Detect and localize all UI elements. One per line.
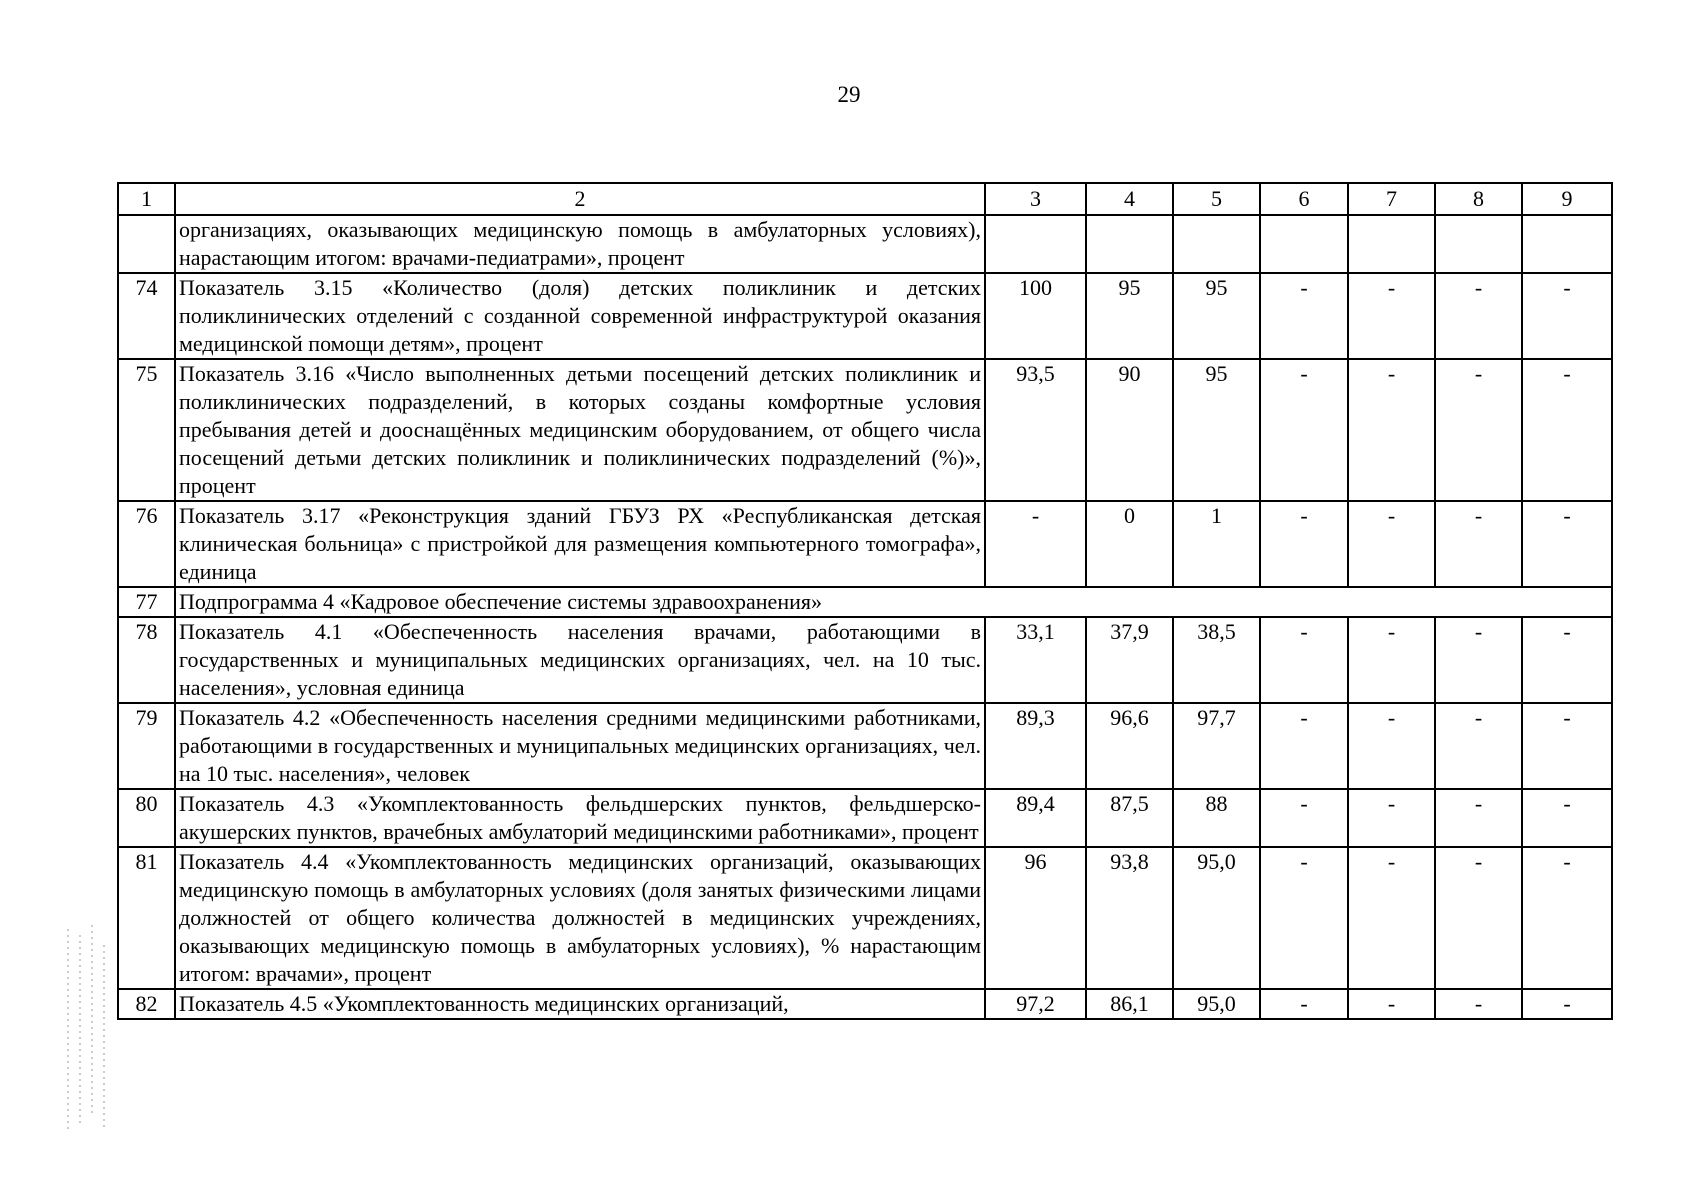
value-cell: - <box>1435 501 1522 587</box>
value-cell: 90 <box>1086 359 1173 501</box>
value-cell: - <box>1260 989 1348 1019</box>
value-cell: - <box>1435 359 1522 501</box>
value-cell: - <box>1435 989 1522 1019</box>
value-cell <box>1086 215 1173 273</box>
indicator-text: Показатель 3.17 «Реконструкция зданий ГБУЗ РХ «Республиканская детская клиническая больница» с пристройкой для размещения компьютерного томографа», единица <box>175 501 985 587</box>
row-number: 74 <box>118 273 175 359</box>
table-row <box>118 587 1612 617</box>
row-number: 77 <box>118 587 175 617</box>
value-cell: 95 <box>1173 273 1260 359</box>
value-cell: - <box>1522 501 1612 587</box>
table-row <box>118 847 1612 989</box>
value-cell: 37,9 <box>1086 617 1173 703</box>
value-cell <box>1173 215 1260 273</box>
value-cell: 89,4 <box>985 789 1086 847</box>
value-cell: - <box>1522 617 1612 703</box>
page-number: 29 <box>837 82 861 107</box>
value-cell: 95 <box>1173 359 1260 501</box>
column-header: 9 <box>1522 183 1612 215</box>
value-cell: 97,7 <box>1173 703 1260 789</box>
value-cell <box>1522 215 1612 273</box>
value-cell: 33,1 <box>985 617 1086 703</box>
indicator-text: Показатель 4.3 «Укомплектованность фельдшерских пунктов, фельдшерско-акушерских пунктов, врачебных амбулаторий медицинскими работниками», процент <box>175 789 985 847</box>
value-cell: 87,5 <box>1086 789 1173 847</box>
table-row <box>118 215 1612 273</box>
column-header: 3 <box>985 183 1086 215</box>
row-number: 76 <box>118 501 175 587</box>
value-cell: - <box>1435 273 1522 359</box>
value-cell: - <box>985 501 1086 587</box>
value-cell: 86,1 <box>1086 989 1173 1019</box>
value-cell: - <box>1348 989 1435 1019</box>
value-cell: 88 <box>1173 789 1260 847</box>
value-cell <box>985 215 1086 273</box>
column-header: 8 <box>1435 183 1522 215</box>
value-cell: - <box>1348 847 1435 989</box>
indicator-text: Показатель 3.16 «Число выполненных детьми посещений детских поликлиник и поликлинических подразделений, в которых созданы комфортные условия пребывания детей и дооснащённых медицинским оборудованием, от общего числа посещений детьми детских поликлиник и поликлинических подразделений (%)», процент <box>175 359 985 501</box>
value-cell: - <box>1522 359 1612 501</box>
value-cell: 95,0 <box>1173 847 1260 989</box>
row-number: 78 <box>118 617 175 703</box>
column-header: 2 <box>175 183 985 215</box>
value-cell <box>1435 215 1522 273</box>
table-row <box>118 273 1612 359</box>
table-header-row <box>118 183 1612 215</box>
column-header: 5 <box>1173 183 1260 215</box>
value-cell: - <box>1260 501 1348 587</box>
row-number: 81 <box>118 847 175 989</box>
value-cell: 96 <box>985 847 1086 989</box>
value-cell: - <box>1348 789 1435 847</box>
indicator-text: организациях, оказывающих медицинскую помощь в амбулаторных условиях), нарастающим итогом: врачами-педиатрами», процент <box>175 215 985 273</box>
value-cell: - <box>1260 789 1348 847</box>
value-cell: - <box>1522 989 1612 1019</box>
table-row <box>118 617 1612 703</box>
value-cell: 97,2 <box>985 989 1086 1019</box>
value-cell: - <box>1522 847 1612 989</box>
value-cell: - <box>1348 617 1435 703</box>
value-cell: - <box>1260 847 1348 989</box>
value-cell: 93,5 <box>985 359 1086 501</box>
column-header: 6 <box>1260 183 1348 215</box>
table-row <box>118 501 1612 587</box>
value-cell: - <box>1348 501 1435 587</box>
value-cell: - <box>1435 703 1522 789</box>
value-cell: 93,8 <box>1086 847 1173 989</box>
value-cell <box>1348 215 1435 273</box>
value-cell: - <box>1348 703 1435 789</box>
value-cell: - <box>1435 847 1522 989</box>
value-cell: - <box>1260 273 1348 359</box>
column-header: 7 <box>1348 183 1435 215</box>
value-cell: - <box>1348 273 1435 359</box>
value-cell: - <box>1435 617 1522 703</box>
value-cell: - <box>1522 789 1612 847</box>
value-cell: 1 <box>1173 501 1260 587</box>
row-number: 80 <box>118 789 175 847</box>
indicator-text: Показатель 3.15 «Количество (доля) детских поликлиник и детских поликлинических отделений с созданной современной инфраструктурой оказания медицинской помощи детям», процент <box>175 273 985 359</box>
indicator-text: Показатель 4.2 «Обеспеченность населения средними медицинскими работниками, работающими в государственных и муниципальных медицинских организациях, чел. на 10 тыс. населения», человек <box>175 703 985 789</box>
indicator-text: Показатель 4.4 «Укомплектованность медицинских организаций, оказывающих медицинскую помощь в амбулаторных условиях (доля занятых физическими лицами должностей от общего количества должностей в медицинских учреждениях, оказывающих медицинскую помощь в амбулаторных условиях), % нарастающим итогом: врачами», процент <box>175 847 985 989</box>
table-row <box>118 703 1612 789</box>
value-cell: - <box>1435 789 1522 847</box>
value-cell: - <box>1522 703 1612 789</box>
row-number: 75 <box>118 359 175 501</box>
value-cell <box>1260 215 1348 273</box>
row-number: 82 <box>118 989 175 1019</box>
value-cell: - <box>1260 359 1348 501</box>
value-cell: 38,5 <box>1173 617 1260 703</box>
indicators-table <box>117 182 1613 1020</box>
value-cell: - <box>1260 617 1348 703</box>
indicator-text: Показатель 4.5 «Укомплектованность медицинских организаций, <box>175 989 985 1019</box>
subprogram-heading: Подпрограмма 4 «Кадровое обеспечение системы здравоохранения» <box>175 587 1612 617</box>
value-cell: - <box>1522 273 1612 359</box>
row-number: 79 <box>118 703 175 789</box>
table-row <box>118 789 1612 847</box>
column-header: 1 <box>118 183 175 215</box>
column-header: 4 <box>1086 183 1173 215</box>
value-cell: 95 <box>1086 273 1173 359</box>
indicator-text: Показатель 4.1 «Обеспеченность населения врачами, работающими в государственных и муниципальных медицинских организациях, чел. на 10 тыс. населения», условная единица <box>175 617 985 703</box>
table-row <box>118 989 1612 1019</box>
value-cell: 100 <box>985 273 1086 359</box>
value-cell: - <box>1348 359 1435 501</box>
value-cell: 96,6 <box>1086 703 1173 789</box>
table-row <box>118 359 1612 501</box>
value-cell: 89,3 <box>985 703 1086 789</box>
value-cell: 95,0 <box>1173 989 1260 1019</box>
value-cell: - <box>1260 703 1348 789</box>
value-cell: 0 <box>1086 501 1173 587</box>
row-number <box>118 215 175 273</box>
scan-artifact <box>58 925 118 1135</box>
